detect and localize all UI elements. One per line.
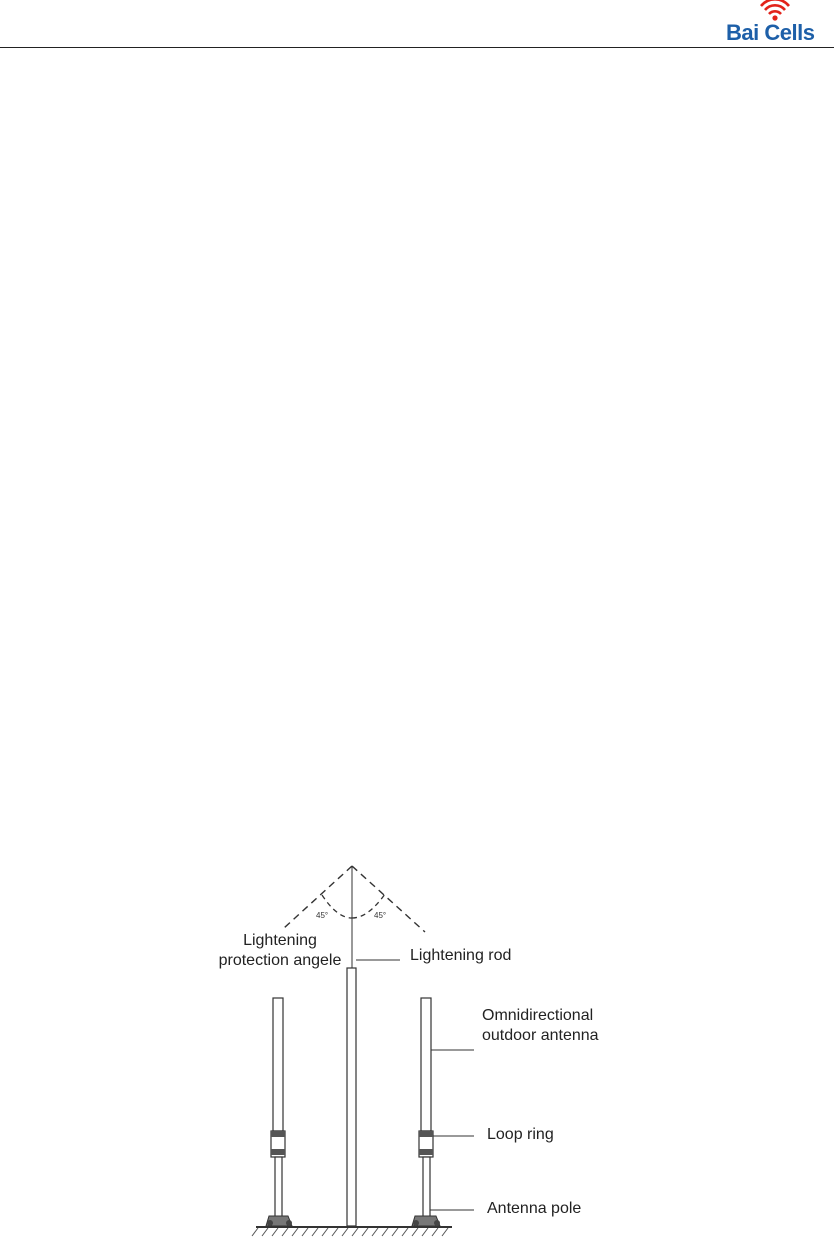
right-antenna-body — [421, 998, 431, 1131]
antenna-label-line1: Omnidirectional — [482, 1007, 594, 1024]
protection-angle-label — [206, 931, 354, 971]
left-antenna-pole — [275, 1157, 282, 1217]
ground-hatching — [252, 1228, 448, 1236]
left-ring-band-top — [271, 1131, 285, 1137]
logo-text: Bai Cells — [726, 20, 815, 45]
antenna-label — [482, 1006, 599, 1046]
angle-label-right: 45° — [374, 911, 387, 920]
lightening-rod — [347, 968, 356, 1226]
loop-ring-label: Loop ring — [487, 1126, 554, 1143]
left-antenna-body — [273, 998, 283, 1131]
lightening-rod-label: Lightening rod — [410, 947, 512, 964]
angle-label-left: 45° — [316, 911, 329, 920]
left-ring-band-bottom — [271, 1149, 285, 1155]
protection-angle-label-line1: Lightening — [243, 932, 317, 949]
right-ring-band-top — [419, 1131, 433, 1137]
protection-angle-label-line2: protection angele — [218, 952, 342, 969]
right-ring-band-bottom — [419, 1149, 433, 1155]
protection-line-right — [352, 866, 425, 932]
antenna-pole-label: Antenna pole — [487, 1200, 582, 1217]
antenna-label-line2: outdoor antenna — [482, 1027, 599, 1044]
right-antenna-pole — [423, 1157, 430, 1217]
